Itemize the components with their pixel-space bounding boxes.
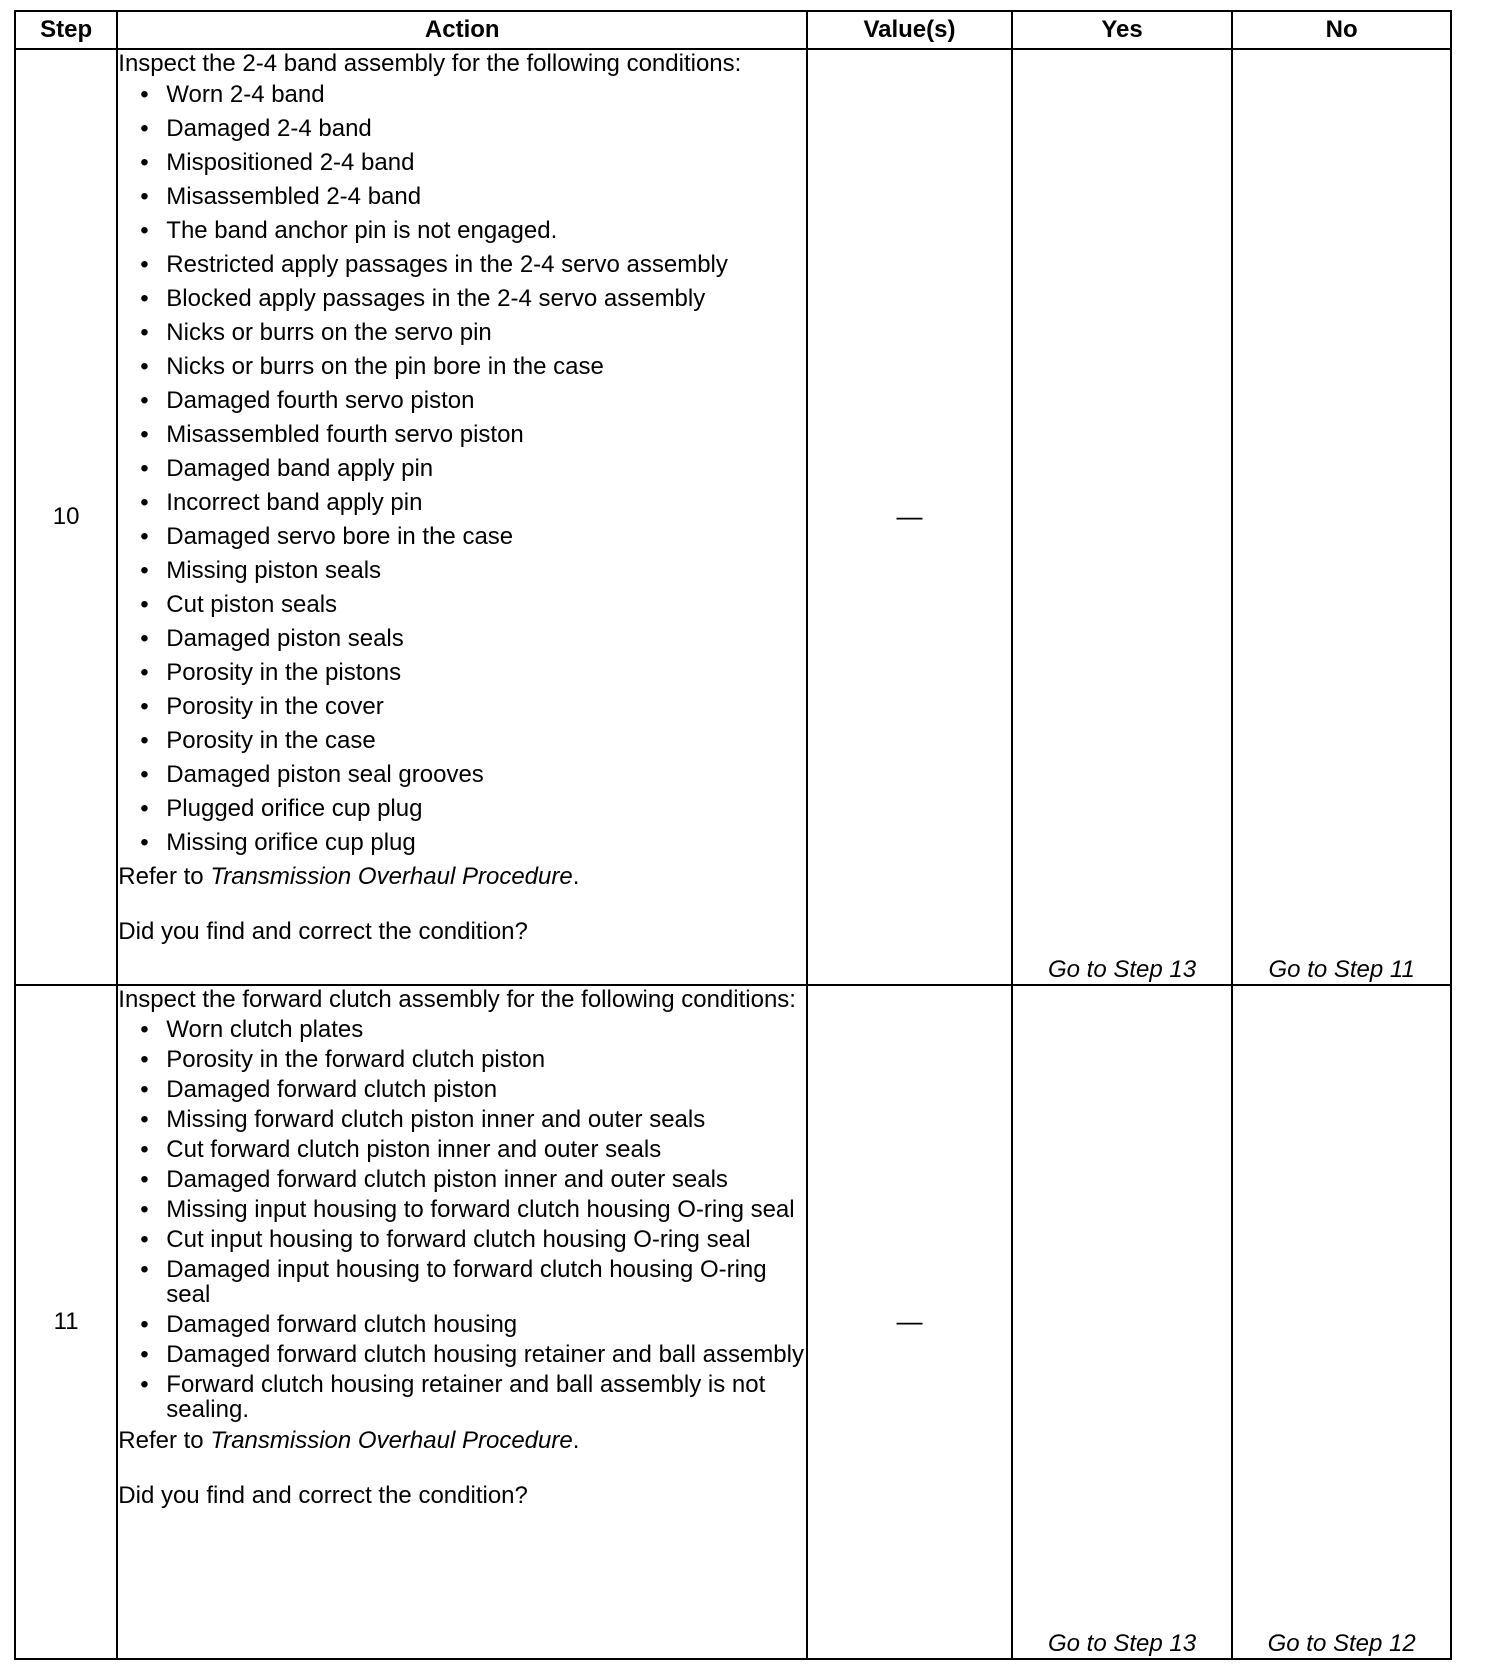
condition-item: • Damaged piston seals bbox=[140, 625, 806, 652]
condition-item: • Cut forward clutch piston inner and outer seals bbox=[140, 1137, 806, 1162]
condition-item: • Damaged fourth servo piston bbox=[140, 387, 806, 414]
condition-item: • Cut piston seals bbox=[140, 591, 806, 618]
no-result: Go to Step 12 bbox=[1232, 985, 1451, 1659]
condition-item: • Missing orifice cup plug bbox=[140, 829, 806, 856]
condition-item: • Damaged forward clutch housing retainer and ball assembly bbox=[140, 1342, 806, 1367]
header-values: Value(s) bbox=[807, 11, 1012, 49]
header-yes: Yes bbox=[1012, 11, 1233, 49]
yes-result: Go to Step 13 bbox=[1012, 49, 1233, 985]
action-question: Did you find and correct the condition? bbox=[118, 918, 528, 945]
condition-item: • Mispositioned 2-4 band bbox=[140, 149, 806, 176]
condition-item: • Damaged servo bore in the case bbox=[140, 523, 806, 550]
table-row bbox=[15, 49, 1451, 985]
action-intro: Inspect the 2-4 band assembly for the following conditions: bbox=[118, 50, 742, 77]
header-no: No bbox=[1232, 11, 1451, 49]
condition-item: • Porosity in the pistons bbox=[140, 659, 806, 686]
action-cell bbox=[117, 985, 807, 1659]
condition-item: • Forward clutch housing retainer and ball assembly is not sealing. bbox=[140, 1372, 806, 1422]
condition-item: • Missing input housing to forward clutch housing O-ring seal bbox=[140, 1197, 806, 1222]
condition-item: • Misassembled fourth servo piston bbox=[140, 421, 806, 448]
condition-item: • Incorrect band apply pin bbox=[140, 489, 806, 516]
header-step: Step bbox=[15, 11, 117, 49]
table-row bbox=[15, 985, 1451, 1659]
yes-result: Go to Step 13 bbox=[1012, 985, 1233, 1659]
condition-item: • Nicks or burrs on the servo pin bbox=[140, 319, 806, 346]
condition-item: • Missing forward clutch piston inner and outer seals bbox=[140, 1107, 806, 1132]
condition-item: • Damaged 2-4 band bbox=[140, 115, 806, 142]
condition-item: • Restricted apply passages in the 2-4 servo assembly bbox=[140, 251, 806, 278]
condition-item: • Damaged forward clutch piston bbox=[140, 1077, 806, 1102]
condition-item: • Blocked apply passages in the 2-4 servo assembly bbox=[140, 285, 806, 312]
condition-item: • Damaged forward clutch housing bbox=[140, 1312, 806, 1337]
condition-item: • Worn clutch plates bbox=[140, 1017, 806, 1042]
refer-document: Transmission Overhaul Procedure bbox=[210, 1426, 573, 1454]
value-cell: — bbox=[807, 49, 1012, 985]
refer-prefix: Refer to bbox=[118, 863, 204, 890]
condition-item: • Cut input housing to forward clutch housing O-ring seal bbox=[140, 1227, 806, 1252]
refer-document: Transmission Overhaul Procedure bbox=[210, 863, 573, 890]
refer-line bbox=[118, 1427, 806, 1454]
action-cell bbox=[117, 49, 807, 985]
condition-item: • Porosity in the forward clutch piston bbox=[140, 1047, 806, 1072]
condition-item: • Damaged forward clutch piston inner and outer seals bbox=[140, 1167, 806, 1192]
diagnostic-table bbox=[14, 10, 1452, 1660]
refer-prefix: Refer to bbox=[118, 1426, 204, 1454]
header-row bbox=[15, 11, 1451, 49]
condition-item: • Nicks or burrs on the pin bore in the case bbox=[140, 353, 806, 380]
step-number: 10 bbox=[15, 49, 117, 985]
condition-item: • Missing piston seals bbox=[140, 557, 806, 584]
condition-list bbox=[118, 1017, 806, 1422]
refer-suffix: . bbox=[572, 863, 580, 890]
step-number: 11 bbox=[15, 985, 117, 1659]
action-intro: Inspect the forward clutch assembly for the following conditions: bbox=[118, 985, 796, 1013]
value-cell: — bbox=[807, 985, 1012, 1659]
refer-suffix: . bbox=[572, 1426, 580, 1454]
condition-item: • Damaged band apply pin bbox=[140, 455, 806, 482]
condition-item: • Plugged orifice cup plug bbox=[140, 795, 806, 822]
refer-line bbox=[118, 863, 806, 890]
condition-item: • Misassembled 2-4 band bbox=[140, 183, 806, 210]
condition-list bbox=[118, 81, 806, 856]
condition-item: • Worn 2-4 band bbox=[140, 81, 806, 108]
condition-item: • Porosity in the case bbox=[140, 727, 806, 754]
action-question: Did you find and correct the condition? bbox=[118, 1481, 528, 1509]
condition-item: • Porosity in the cover bbox=[140, 693, 806, 720]
header-action: Action bbox=[117, 11, 807, 49]
no-result: Go to Step 11 bbox=[1232, 49, 1451, 985]
condition-item: • Damaged input housing to forward clutch housing O-ring seal bbox=[140, 1257, 806, 1307]
condition-item: • The band anchor pin is not engaged. bbox=[140, 217, 806, 244]
condition-item: • Damaged piston seal grooves bbox=[140, 761, 806, 788]
